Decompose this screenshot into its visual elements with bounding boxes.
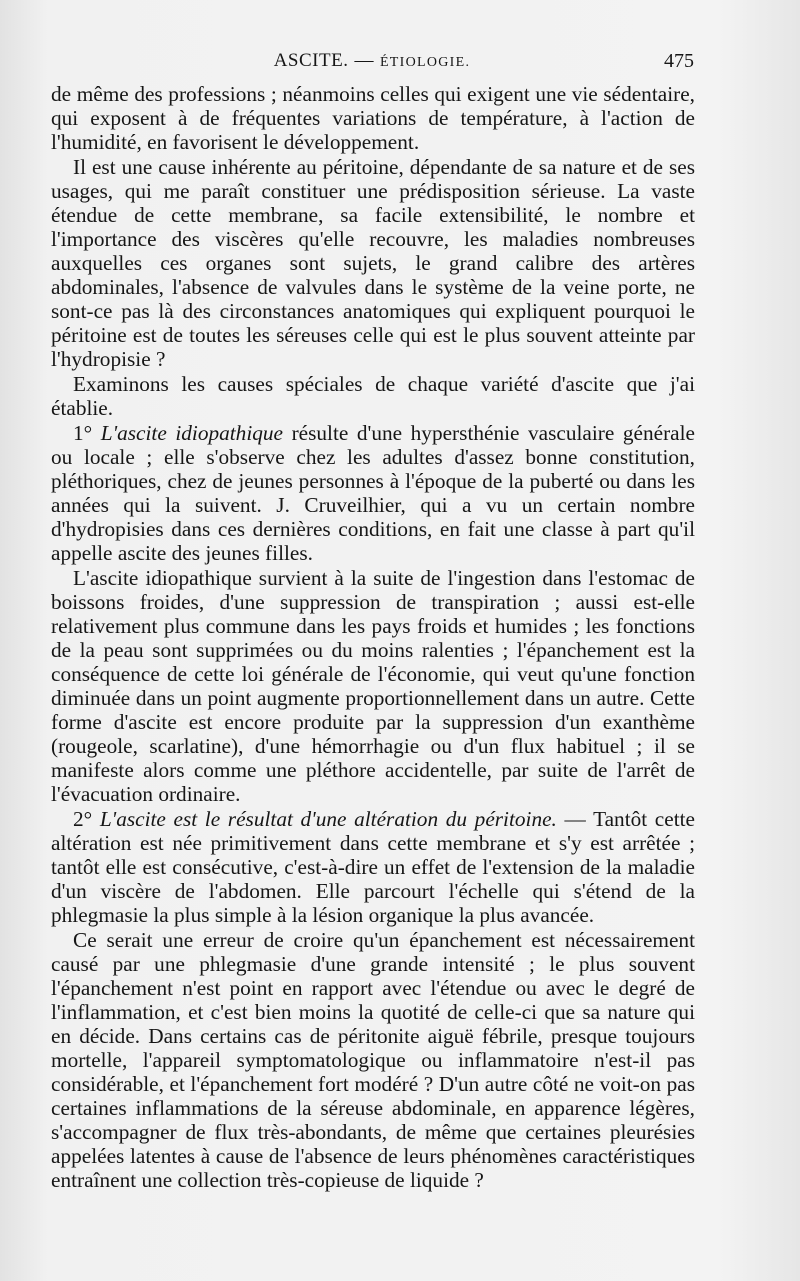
- chapter-title: ASCITE.: [273, 50, 349, 71]
- paragraph-6: [51, 807, 695, 927]
- paragraph-text: Il est une cause inhérente au péritoine, dépendante de sa nature et de ses usages, qui me paraît constituer une prédisposition sérieuse. La vaste étendue de cette membrane, sa facile extensibilité, le nombre et l'importance des viscères qu'elle recouvre, les maladies nombreuses auxquelles ces organes sont sujets, le grand calibre des artères abdominales, l'absence de valvules dans le système de la veine porte, ne sont-ce pas là des circonstances anatomiques qui expliquent pourquoi le péritoine est de toutes les séreuses celle qui est le plus souvent atteinte par l'hydropisie ?: [51, 155, 695, 371]
- page-number: 475: [664, 50, 694, 72]
- paragraph-1: [51, 82, 695, 154]
- paragraph-5: [51, 566, 695, 806]
- paragraph-4: [51, 421, 695, 565]
- italic-heading: L'ascite est le résultat d'une altération du péritoine.: [99, 807, 557, 831]
- item-number: 2°: [73, 807, 100, 831]
- running-title: [50, 50, 694, 72]
- paragraph-text: — Tantôt cette altération est née primitivement dans cette membrane et s'y est arrêtée ; tantôt elle est consécutive, c'est-à-dire un effet de l'extension de la maladie d'un viscère de l'abdomen. Elle parcourt l'échelle qui s'étend de la phlegmasie la plus simple à la lésion organique la plus avancée.: [51, 807, 695, 927]
- paragraph-text: L'ascite idiopathique survient à la suite de l'ingestion dans l'estomac de boissons froides, d'une suppression de transpiration ; aussi est-elle relativement plus commune dans les pays froids et humides ; les fonctions de la peau sont supprimées ou du moins ralenties ; l'épanchement est la conséquence de cette loi générale de l'économie, qui veut qu'une fonction diminuée dans un point augmente proportionnellement dans un autre. Cette forme d'ascite est encore produite par la suppression d'un exanthème (rougeole, scarlatine), d'une hémorrhagie ou d'un flux habituel ; il se manifeste alors comme une pléthore accidentelle, par suite de l'arrêt de l'évacuation ordinaire.: [51, 566, 695, 806]
- section-title: ÉTIOLOGIE.: [379, 55, 471, 70]
- item-number: 1°: [73, 421, 101, 445]
- page-header: [50, 50, 694, 78]
- paragraph-text: résulte d'une hypersthénie vasculaire générale ou locale ; elle s'observe chez les adultes d'assez bonne constitution, pléthoriques, chez de jeunes personnes à l'époque de la puberté ou dans les années qui la suivent. J. Cruveilhier, qui a vu un certain nombre d'hydropisies dans ces dernières conditions, en fait une classe à part qu'il appelle ascite des jeunes filles.: [51, 421, 696, 565]
- paragraph-text: de même des professions ; néanmoins celles qui exigent une vie sédentaire, qui exposent à de fréquentes variations de température, à l'action de l'humidité, en favorisent le développement.: [51, 82, 695, 154]
- title-separator: —: [354, 50, 374, 71]
- paragraph-7: [51, 928, 695, 1192]
- paragraph-text: Ce serait une erreur de croire qu'un épanchement est nécessairement causé par une phlegmasie d'une grande intensité ; le plus souvent l'épanchement n'est point en rapport avec l'étendue ou avec le degré de l'inflammation, et c'est bien moins la quotité de celle-ci que sa nature qui en décide. Dans certains cas de péritonite aiguë fébrile, presque toujours mortelle, l'appareil symptomatologique ou inflammatoire n'est-il pas considérable, et l'épanchement fort modéré ? D'un autre côté ne voit-on pas certaines inflammations de la séreuse abdominale, en apparence légères, s'accompagner de flux très-abondants, de même que certaines pleurésies appelées latentes à cause de l'absence de leurs phénomènes caractéristiques entraînent une collection très-copieuse de liquide ?: [51, 928, 695, 1192]
- paragraph-text: Examinons les causes spéciales de chaque variété d'ascite que j'ai établie.: [51, 372, 695, 420]
- paragraph-3: [51, 372, 695, 420]
- italic-heading: L'ascite idiopathique: [100, 421, 284, 445]
- paragraph-2: [51, 155, 695, 371]
- body-text: [51, 82, 695, 1192]
